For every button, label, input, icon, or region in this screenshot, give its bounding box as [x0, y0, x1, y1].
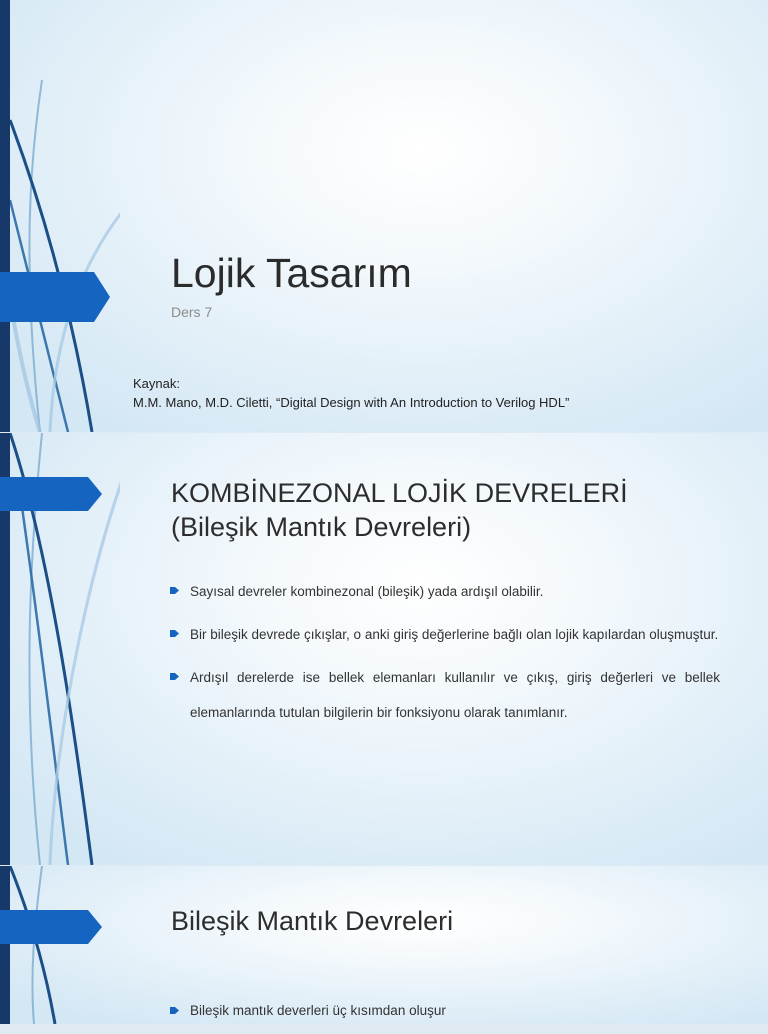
bullet-text: Bir bileşik devrede çıkışlar, o anki giriş değerlerine bağlı olan lojik kapılardan oluşmuştur. [190, 627, 719, 642]
accent-arrow-tab [0, 910, 104, 944]
bullet-text: Bileşik mantık deverleri üç kısımdan oluşur [190, 1003, 446, 1018]
accent-arrow-tab [0, 477, 104, 511]
slide-heading: Bileşik Mantık Devreleri [171, 906, 454, 936]
left-edge-bar [0, 0, 10, 432]
slide-title-text: Lojik Tasarım [171, 250, 412, 296]
bullet-list [170, 574, 720, 738]
heading-line-1: KOMBİNEZONAL LOJİK DEVRELERİ [171, 478, 628, 508]
heading-line-2: (Bileşik Mantık Devreleri) [171, 512, 472, 542]
slide-title [0, 0, 768, 432]
bullet-list [170, 996, 720, 1034]
list-item [170, 574, 720, 609]
decorative-swoosh [0, 866, 120, 1024]
arrow-bullet-icon [170, 629, 179, 638]
list-item [170, 617, 720, 652]
arrow-bullet-icon [170, 586, 179, 595]
accent-arrow-tab [0, 272, 112, 322]
list-item [170, 996, 720, 1026]
source-text: M.M. Mano, M.D. Ciletti, “Digital Design with An Introduction to Verilog HDL” [133, 395, 570, 410]
arrow-bullet-icon [170, 672, 179, 681]
arrow-bullet-icon [170, 1006, 179, 1015]
list-item [170, 660, 720, 730]
bullet-text: Ardışıl derelerde ise bellek elemanları kullanılır ve çıkış, giriş değerleri ve bellek elemanlarında tutulan bilgilerin bir fonksiyonu olarak tanımlanır. [190, 670, 720, 720]
decorative-swoosh [0, 0, 120, 432]
source-reference [133, 374, 569, 412]
source-label: Kaynak: [133, 376, 180, 391]
slide-heading [171, 476, 628, 544]
bullet-text: Sayısal devreler kombinezonal (bileşik) yada ardışıl olabilir. [190, 584, 544, 599]
left-edge-bar [0, 866, 10, 1024]
slide-subtitle: Ders 7 [171, 304, 213, 320]
